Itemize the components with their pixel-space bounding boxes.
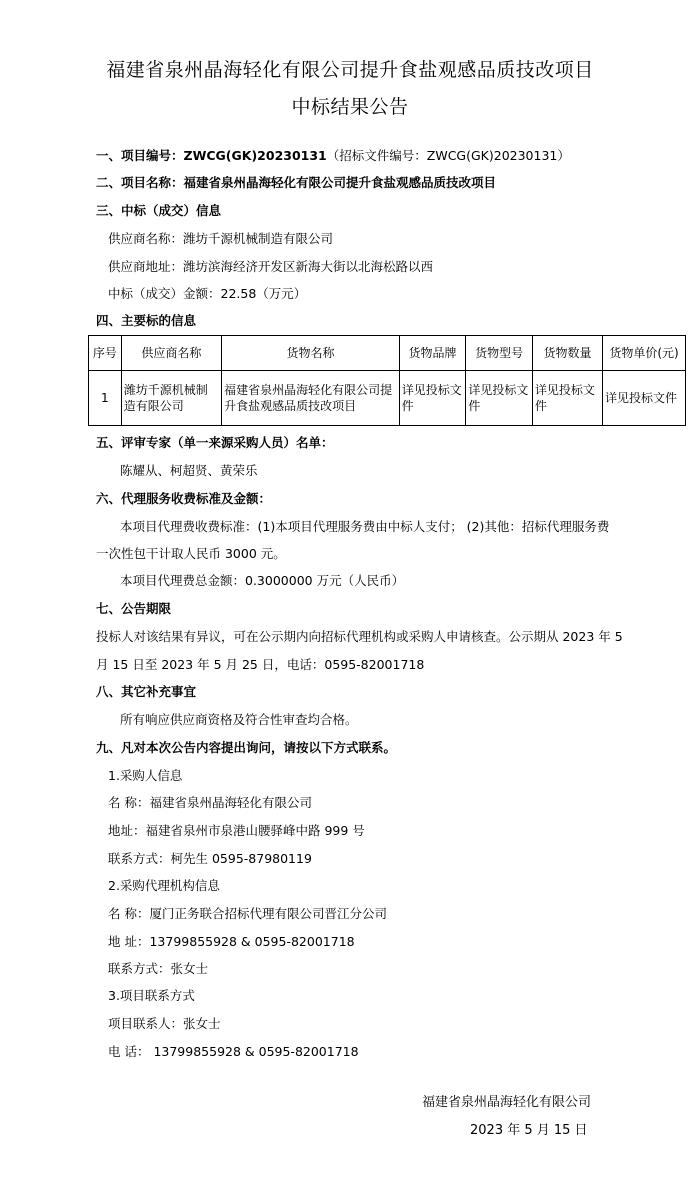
award-amount: 中标（成交）金额：22.58（万元） bbox=[108, 286, 307, 301]
table-cell: 福建省泉州晶海轻化有限公司提升食盐观感品质技改项目 bbox=[222, 371, 400, 426]
section-6-heading: 六、代理服务收费标准及金额： bbox=[96, 491, 272, 506]
table-cell: 详见投标文件 bbox=[466, 371, 533, 426]
section-1 bbox=[96, 147, 570, 165]
agency-contact: 联系方式：张女士 bbox=[108, 961, 209, 976]
subject-info-table bbox=[88, 335, 686, 426]
section-9-heading: 九、凡对本次公告内容提出询问，请按以下方式联系。 bbox=[96, 740, 397, 755]
fee-standard-line1: 本项目代理费收费标准：(1)本项目代理服务费由中标人支付； (2)其他：招标代理服务费 bbox=[120, 519, 610, 534]
agency-name: 名 称：厦门正务联合招标代理有限公司晋江分公司 bbox=[108, 906, 387, 921]
section-4-heading: 四、主要标的信息 bbox=[96, 313, 197, 328]
table-cell: 1 bbox=[89, 371, 122, 426]
fee-standard-line2: 一次性包干计取人民币 3000 元。 bbox=[96, 546, 286, 561]
agency-heading: 2.采购代理机构信息 bbox=[108, 878, 220, 893]
project-contact-heading: 3.项目联系方式 bbox=[108, 988, 195, 1003]
table-cell: 详见投标文件 bbox=[603, 371, 686, 426]
tender-file-number: （招标文件编号：ZWCG(GK)20230131） bbox=[326, 148, 570, 163]
notice-period-line2: 月 15 日至 2023 年 5 月 25 日，电话：0595-82001718 bbox=[96, 657, 425, 672]
project-contact-person: 项目联系人：张女士 bbox=[108, 1016, 221, 1031]
col-header: 货物数量 bbox=[532, 336, 602, 371]
table-header-row bbox=[89, 336, 686, 371]
signature-date: 2023 年 5 月 15 日 bbox=[470, 1123, 588, 1138]
col-header: 货物品牌 bbox=[399, 336, 466, 371]
section-3-heading: 三、中标（成交）信息 bbox=[96, 203, 222, 218]
section-8-heading: 八、其它补充事宜 bbox=[96, 684, 197, 699]
expert-names: 陈耀从、柯超贤、黄荣乐 bbox=[120, 463, 258, 478]
section-7-heading: 七、公告期限 bbox=[96, 601, 172, 616]
table-row bbox=[89, 371, 686, 426]
signature-org: 福建省泉州晶海轻化有限公司 bbox=[422, 1095, 592, 1110]
table-cell: 潍坊千源机械制造有限公司 bbox=[121, 371, 221, 426]
section-1-label: 一、项目编号： bbox=[96, 148, 184, 163]
purchaser-address: 地址：福建省泉州市泉港山腰驿峰中路 999 号 bbox=[108, 823, 365, 838]
doc-title-line2: 中标结果公告 bbox=[291, 96, 409, 118]
supplement-note: 所有响应供应商资格及符合性审查均合格。 bbox=[120, 712, 358, 727]
purchaser-name: 名 称：福建省泉州晶海轻化有限公司 bbox=[108, 795, 312, 810]
section-5-heading: 五、评审专家（单一来源采购人员）名单： bbox=[96, 435, 334, 450]
section-2-label: 二、项目名称： bbox=[96, 175, 184, 190]
table-cell: 详见投标文件 bbox=[399, 371, 466, 426]
notice-period-line1: 投标人对该结果有异议，可在公示期内向招标代理机构或采购人申请核查。公示期从 2023 年 5 bbox=[96, 629, 623, 644]
section-2 bbox=[96, 174, 496, 192]
col-header: 货物型号 bbox=[466, 336, 533, 371]
table-cell: 详见投标文件 bbox=[532, 371, 602, 426]
col-header: 序号 bbox=[89, 336, 122, 371]
purchaser-contact: 联系方式：柯先生 0595-87980119 bbox=[108, 851, 312, 866]
supplier-address: 供应商地址：潍坊滨海经济开发区新海大街以北海松路以西 bbox=[108, 259, 434, 274]
project-contact-phone: 电 话： 13799855928 & 0595-82001718 bbox=[108, 1044, 359, 1059]
fee-total: 本项目代理费总金额：0.3000000 万元（人民币） bbox=[120, 573, 405, 588]
col-header: 供应商名称 bbox=[121, 336, 221, 371]
project-number: ZWCG(GK)20230131 bbox=[183, 148, 327, 163]
col-header: 货物名称 bbox=[222, 336, 400, 371]
doc-title-line1: 福建省泉州晶海轻化有限公司提升食盐观感品质技改项目 bbox=[106, 59, 594, 81]
purchaser-heading: 1.采购人信息 bbox=[108, 768, 183, 783]
agency-address: 地 址：13799855928 & 0595-82001718 bbox=[108, 934, 355, 949]
project-name: 福建省泉州晶海轻化有限公司提升食盐观感品质技改项目 bbox=[183, 175, 497, 190]
supplier-name: 供应商名称：潍坊千源机械制造有限公司 bbox=[108, 231, 334, 246]
col-header: 货物单价(元) bbox=[603, 336, 686, 371]
